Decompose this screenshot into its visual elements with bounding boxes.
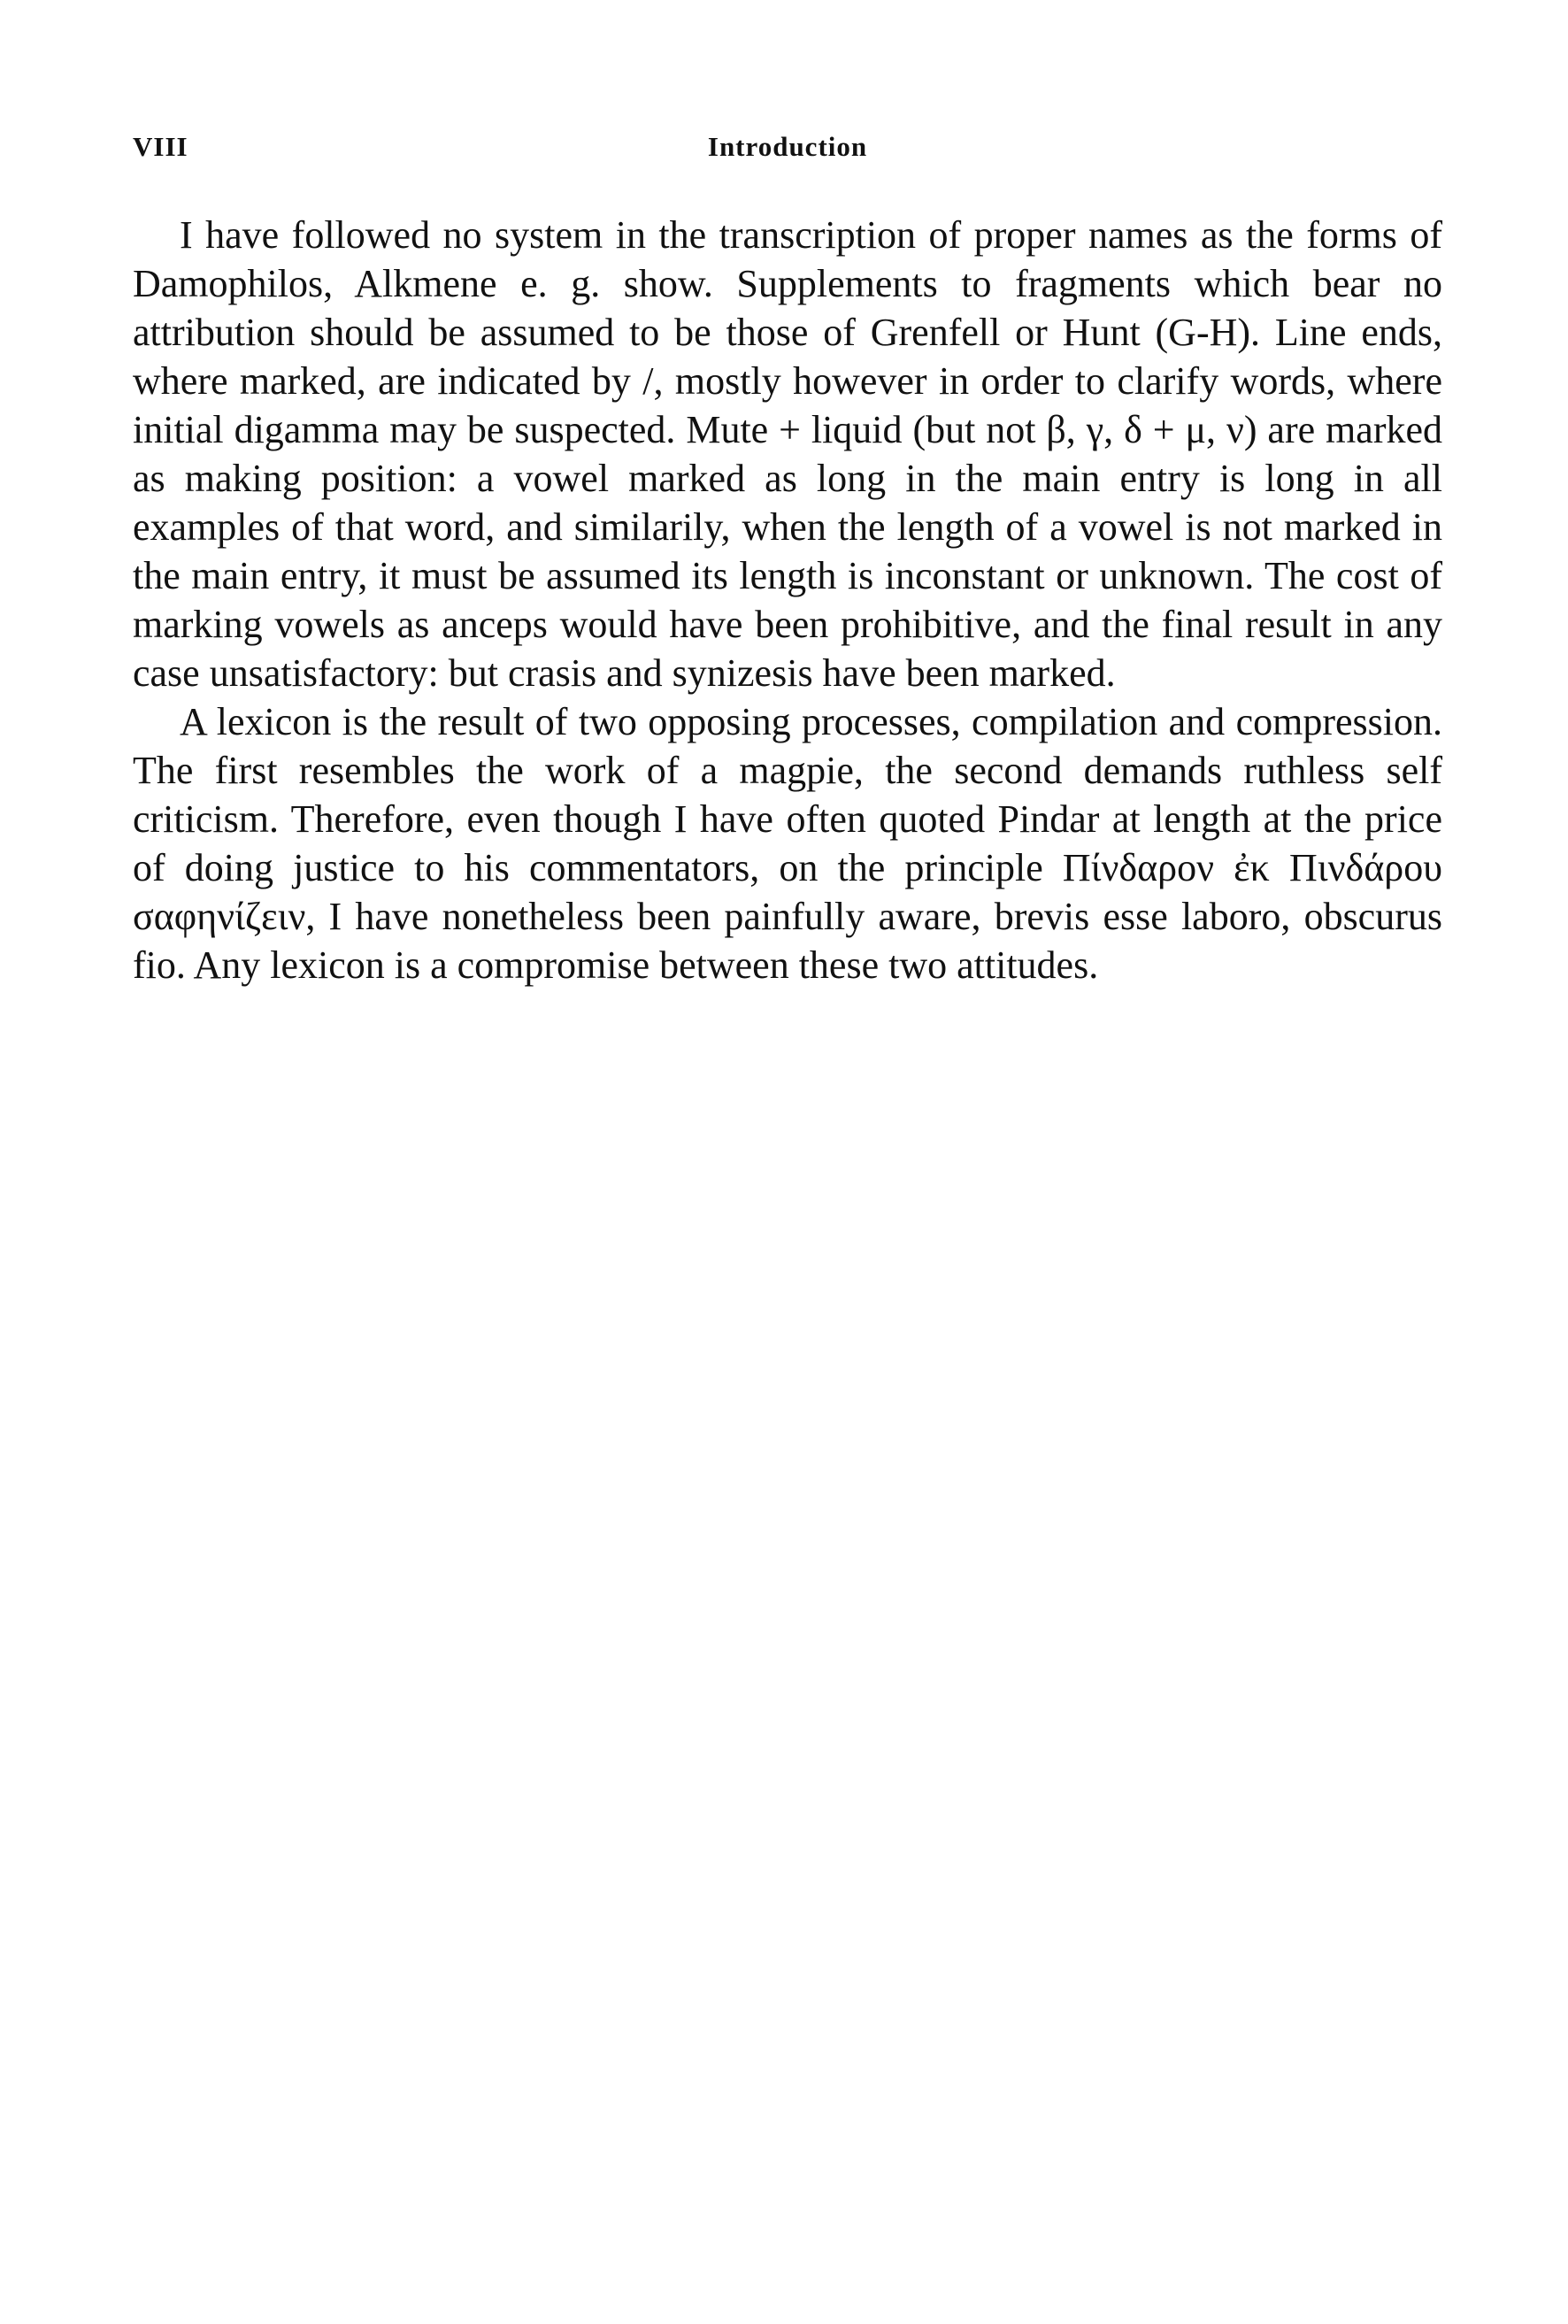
running-head: [133, 131, 1442, 166]
running-title: Introduction: [707, 131, 868, 162]
paragraph-lexicon-compromise: A lexicon is the result of two opposing processes, compilation and compression. The first resembles the work of a magpie, the second demands ruthless self criticism. Therefore, even though I have often quoted Pindar at length at the price of doing justice to his commentators, on the principle Πίνδαρον ἐκ Πινδάρου σαφηνίζειν, I have nonetheless been painfully aware, brevis esse laboro, obscurus fio. Any lexicon is a compromise between these two attitudes.: [133, 700, 1442, 987]
body-text: [133, 211, 1442, 989]
page-number: VIII: [133, 131, 188, 162]
paragraph-transcription-notes: I have followed no system in the transcription of proper names as the forms of Damophilos, Alkmene e. g. show. Supplements to fragments which bear no attribution should be assumed to be those of Grenfell or Hunt (G-H). Line ends, where marked, are indicated by /, mostly however in order to clarify words, where initial digamma may be suspected. Mute + liquid (but not β, γ, δ + μ, ν) are marked as making position: a vowel marked as long in the main entry is long in all examples of that word, and similarily, when the length of a vowel is not marked in the main entry, it must be assumed its length is inconstant or unknown. The cost of marking vowels as anceps would have been prohibitive, and the final result in any case unsatisfactory: but crasis and synizesis have been marked.: [133, 213, 1442, 695]
